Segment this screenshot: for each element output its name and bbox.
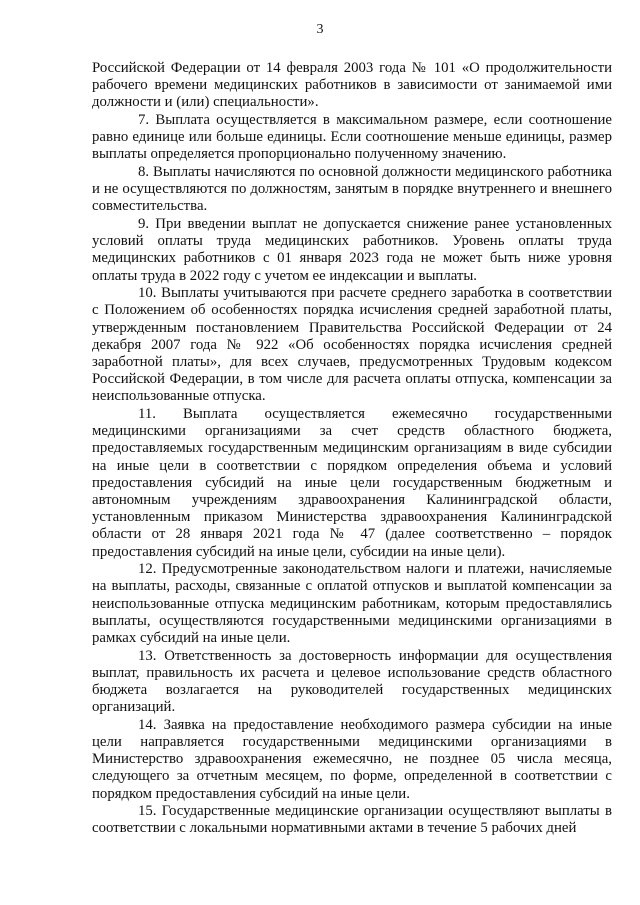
page-number: 3: [316, 22, 324, 37]
paragraph-12: 12. Предусмотренные законодательством налоги и платежи, начисляемые на выплаты, расходы, связанные с оплатой отпусков и выплатой компенсации за неиспользованные отпуска медицинским работникам, которым предоставлялись выплаты, осуществляются государственными медицинскими организациями в рамках субсидий на иные цели.: [92, 561, 612, 647]
paragraph-continuation: Российской Федерации от 14 февраля 2003 года № 101 «О продолжительности рабочего времени медицинских работников в зависимости от занимаемой ими должности и (или) специальности».: [92, 60, 612, 111]
paragraph-8: 8. Выплаты начисляются по основной должности медицинского работника и не осуществляются по должностям, занятым в порядке внутреннего и внешнего совместительства.: [92, 164, 612, 215]
paragraph-11: 11. Выплата осуществляется ежемесячно государственными медицинскими организациями за счет средств областного бюджета, предоставляемых государственным медицинским организациям в виде субсидии на иные цели в соответствии с порядком определения объема и условий предоставления субсидий на иные цели государственным бюджетным и автономным учреждениям здравоохранения Калининградской области, установленным приказом Министерства здравоохранения Калининградской области от 28 января 2021 года № 47 (далее соответственно – порядок предоставления субсидий на иные цели, субсидии на иные цели).: [92, 406, 612, 560]
paragraph-10: 10. Выплаты учитываются при расчете среднего заработка в соответствии с Положением об особенностях порядка исчисления средней заработной платы, утвержденным постановлением Правительства Российской Федерации от 24 декабря 2007 года № 922 «Об особенностях порядка исчисления средней заработной платы», для всех случаев, предусмотренных Трудовым кодексом Российской Федерации, в том числе для расчета оплаты отпуска, компенсации за неиспользованные отпуска.: [92, 285, 612, 405]
paragraph-15: 15. Государственные медицинские организации осуществляют выплаты в соответствии с локальными нормативными актами в течение 5 рабочих дней: [92, 803, 612, 837]
paragraph-14: 14. Заявка на предоставление необходимого размера субсидии на иные цели направляется государственными медицинскими организациями в Министерство здравоохранения ежемесячно, не позднее 05 числа месяца, следующего за отчетным месяцем, по форме, определенной в соответствии с порядком предоставления субсидий на иные цели.: [92, 716, 612, 802]
paragraph-9: 9. При введении выплат не допускается снижение ранее установленных условий оплаты труда медицинских работников. Уровень оплаты труда медицинских работников с 01 января 2023 года не может быть ниже уровня оплаты труда в 2022 году с учетом ее индексации и выплаты.: [92, 216, 612, 284]
paragraph-7: 7. Выплата осуществляется в максимальном размере, если соотношение равно единице или больше единицы. Если соотношение меньше единицы, размер выплаты определяется пропорционально полученному значению.: [92, 112, 612, 163]
document-body: [92, 60, 612, 838]
paragraph-13: 13. Ответственность за достоверность информации для осуществления выплат, правильность их расчета и целевое использование средств областного бюджета возлагается на руководителей государственных медицинских организаций.: [92, 647, 612, 716]
